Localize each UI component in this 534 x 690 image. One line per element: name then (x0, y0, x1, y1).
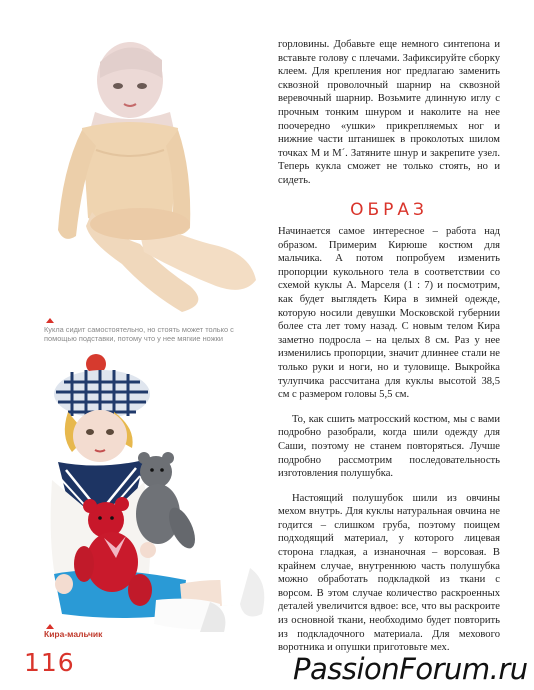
paragraph: горловины. Добавьте еще немного синтепона и вставьте голову с плечами. Зафиксируйте сборку клеем. Для крепления ног предлагаю заменить сквозной проволочный шарнир на сквозной веревочный шарнир. Возьмите длинную иглу с прочным тонким шнуром и наколите на нее поочередно «ушки» прикрепляемых ног и нижние части штанишек в проколотых шилом точках М и М´. Затяните шнур и закрепите узел. Теперь кукла сможет не только стоять, но и сидеть. (278, 39, 500, 186)
paragraph: Начинается самое интересное – работа над образом. Примерим Кирюше костюм для мальчика. А потом попробуем изменить пропорции кукольного тела в соответствии со схемой куклы А. Марселя (1 : 7) и посмотрим, как будет выглядеть Кира в зимней одежде, которую носили девушки Московской губернии более ста лет тому назад. С новым телом Кира заметно подросла – на целых 8 см. Раз у нее изменились пропорции, значит длиннее стали не только руки и ноги, но и туловище. Выкройка тулупчика рассчитана для куклы высотой 38,5 см с размером головы 5,5 см. (278, 226, 500, 401)
caption-marker-icon (46, 318, 54, 323)
page-number: 116 (24, 648, 75, 677)
section-heading: ОБРАЗ (350, 200, 428, 220)
text-column-top (278, 38, 500, 199)
figure-caption: Кукла сидит самостоятельно, но стоять может только с помощью подставки, потому что у нее мягкие ножки (44, 325, 234, 344)
watermark: PassionForum.ru (293, 652, 528, 686)
doll-cloth-body-photo (40, 30, 260, 320)
doll-boy-costume-photo (44, 352, 270, 632)
paragraph: Настоящий полушубок шили из овчины мехом внутрь. Для куклы натуральная овчина не годится – слишком груба, поэтому поищем подходящий материал, у которого лицевая сторона гладкая, а изнаночная – ворсовая. В крайнем случае, внутреннюю часть полушубка можно обработать подкладкой из ткани с ворсом. В этом случае количество раскроенных деталей увеличится вдвое: все, что вы раскроите из основной ткани, необходимо будет повторить из подкладочного материала. Для мехового воротника и опушки приготовьте мех. (278, 492, 500, 654)
paragraph: То, как сшить матросский костюм, мы с вами подробно разобрали, когда шили одежду для Саши, поэтому не станем повторяться. Лучше подробно рассмотрим последовательность изготовления полушубка. (278, 413, 500, 480)
text-column-bottom (278, 225, 500, 666)
figure-caption: Кира-мальчик (44, 629, 103, 639)
